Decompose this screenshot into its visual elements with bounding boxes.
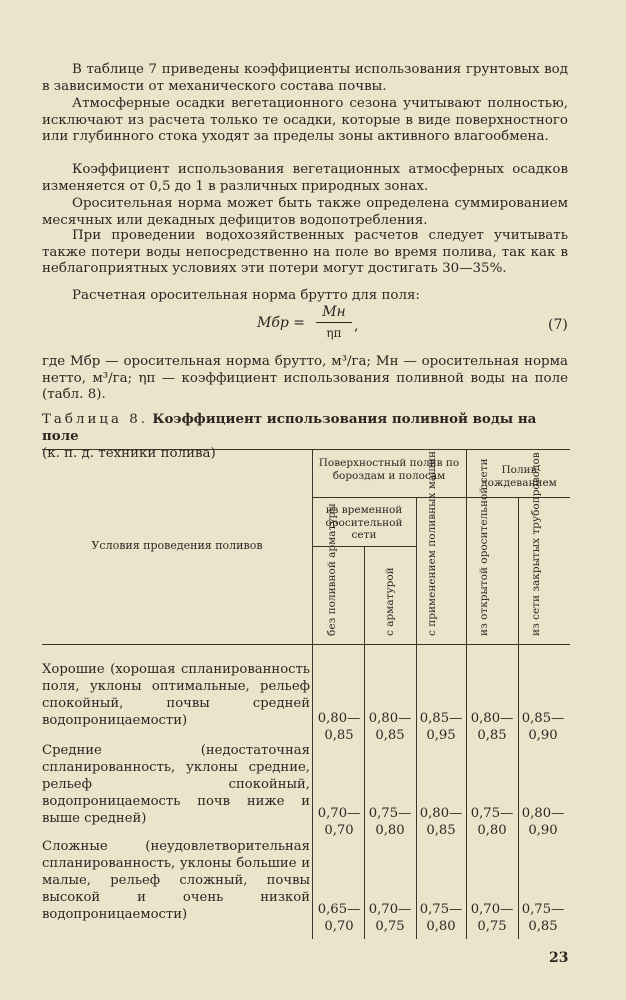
- table-cell: 0,80— 0,85: [419, 806, 463, 838]
- formula-denominator: ηп: [326, 326, 342, 340]
- col-divider-4: [466, 449, 467, 939]
- table-cell: 0,80— 0,85: [368, 711, 412, 743]
- caption-label: Таблица 8.: [42, 412, 149, 427]
- table-cell: 0,85— 0,95: [419, 711, 463, 743]
- header-temp-network: из временной оросительной сети: [325, 504, 403, 541]
- formula-7: [0, 300, 626, 350]
- table-cell: 0,80— 0,85: [470, 711, 514, 743]
- where-text: где Мбр — оросительная норма брутто, м³/га; Мн — оросительная норма нетто, м³/га; ηп — коэффициент использования поливной воды на поле (табл. 8).: [42, 354, 568, 403]
- col-header-4: из открытой оросительной сети: [478, 458, 490, 636]
- paragraph-6: Расчетная оросительная норма брутто для поля:: [72, 288, 420, 303]
- caption-title: Коэффициент использования поливной воды на поле: [42, 411, 537, 444]
- col-header-5: из сети закрытых трубопроводов: [530, 452, 542, 636]
- table-cell: 0,75— 0,80: [368, 806, 412, 838]
- header-conditions: Условия проведения поливов: [91, 539, 263, 552]
- table-caption: [42, 411, 572, 462]
- formula-lhs: Мбр =: [257, 315, 306, 331]
- paragraph-4: Оросительная норма может быть также определена суммированием месячных или декадных дефицитов водопотребления.: [42, 196, 568, 228]
- table-cell: 0,75— 0,85: [521, 902, 565, 934]
- table-cell: 0,70— 0,75: [368, 902, 412, 934]
- table-cell: 0,75— 0,80: [470, 806, 514, 838]
- table-cell: 0,85— 0,90: [521, 711, 565, 743]
- caption-subtitle: (к. п. д. техники полива): [42, 446, 216, 461]
- row-condition-good: Хорошие (хорошая спланированность поля, уклоны оптимальные, рельеф спокойный, почвы средней водопроницаемости): [42, 662, 310, 728]
- header-sprinkling: Полив дождеванием: [481, 464, 557, 489]
- col-header-2: с арматурой: [384, 567, 396, 636]
- header-bottom-rule: [42, 644, 570, 645]
- row-condition-complex: Сложные (неудовлетворительная спланированность, уклоны большие и малые, рельеф сложный, почвы высокой и очень низкой водопроницаемости): [42, 839, 310, 922]
- paragraph-3: Коэффициент использования вегетационных атмосферных осадков изменяется от 0,5 до 1 в различных природных зонах.: [42, 162, 568, 194]
- table-cell: 0,70— 0,75: [470, 902, 514, 934]
- col-divider-1: [312, 449, 313, 939]
- table-cell: 0,75— 0,80: [419, 902, 463, 934]
- col-header-3: с применением поливных машин: [426, 451, 438, 636]
- table-cell: 0,65— 0,70: [317, 902, 361, 934]
- formula-comma: ,: [354, 318, 359, 334]
- formula-number: (7): [548, 317, 568, 333]
- table-cell: 0,80— 0,90: [521, 806, 565, 838]
- paragraph-1: В таблице 7 приведены коэффициенты использования грунтовых вод в зависимости от механического состава почвы.: [42, 62, 568, 94]
- row-condition-medium: Средние (недостаточная спланированность, уклоны средние, рельеф спокойный, водопроницаемость почв ниже и выше средней): [42, 743, 310, 826]
- table-cell: 0,80— 0,85: [317, 711, 361, 743]
- table-cell: 0,70— 0,70: [317, 806, 361, 838]
- formula-numerator: Мн: [316, 304, 352, 323]
- col-header-1: без поливной арматуры: [326, 503, 338, 636]
- paragraph-5: При проведении водохозяйственных расчетов следует учитывать также потери воды непосредственно на поле во время полива, так как в неблагоприятных условиях эти потери могут достигать 30—35%.: [42, 228, 568, 277]
- paragraph-2: Атмосферные осадки вегетационного сезона учитывают полностью, исключают из расчета только те осадки, которые в виде поверхностного или глубинного стока уходят за пределы зоны активного влагообмена.: [42, 96, 568, 145]
- formula-fraction: [316, 304, 352, 340]
- header-surface-irrigation: Поверхностный полив по бороздам и полосам: [318, 457, 460, 482]
- page-number: 23: [549, 950, 569, 966]
